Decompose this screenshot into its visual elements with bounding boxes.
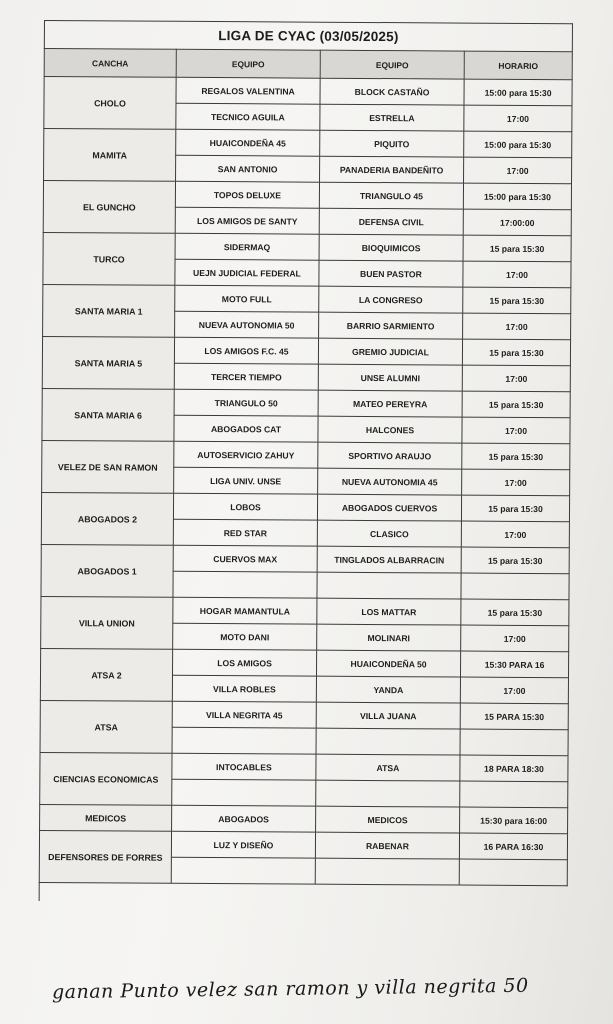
equipo-2-cell: PIQUITO (320, 130, 464, 157)
horario-cell: 17:00 (460, 677, 568, 704)
horario-cell: 15:00 para 15:30 (463, 183, 571, 210)
equipo-1-cell: HUAICONDEÑA 45 (176, 129, 320, 156)
equipo-2-cell (316, 728, 460, 755)
horario-cell: 15:30 PARA 16 (460, 651, 568, 678)
equipo-1-cell: VILLA ROBLES (172, 675, 316, 702)
horario-cell: 15 para 15:30 (461, 495, 569, 522)
equipo-1-cell: REGALOS VALENTINA (176, 77, 320, 104)
table-row (40, 804, 568, 833)
equipo-2-cell: HALCONES (318, 416, 462, 443)
equipo-2-cell: ATSA (316, 754, 460, 781)
horario-cell: 17:00:00 (463, 209, 571, 236)
equipo-1-cell: UEJN JUDICIAL FEDERAL (175, 259, 319, 286)
equipo-1-cell: INTOCABLES (172, 753, 316, 780)
equipo-1-cell: TERCER TIEMPO (174, 363, 318, 390)
equipo-2-cell: VILLA JUANA (316, 702, 460, 729)
horario-cell: 15 para 15:30 (462, 339, 570, 366)
horario-cell: 17:00 (461, 521, 569, 548)
cancha-cell: ATSA 2 (40, 648, 172, 701)
table-row (44, 129, 572, 158)
horario-cell: 17:00 (462, 365, 570, 392)
equipo-1-cell: RED STAR (173, 519, 317, 546)
table-row (42, 440, 570, 469)
equipo-2-cell: RABENAR (315, 832, 459, 859)
horario-cell (460, 781, 568, 808)
cancha-cell: SANTA MARIA 1 (43, 284, 175, 337)
equipo-2-cell: GREMIO JUDICIAL (318, 338, 462, 365)
equipo-1-cell: LOS AMIGOS DE SANTY (175, 207, 319, 234)
equipo-2-cell (315, 858, 459, 885)
equipo-1-cell: MOTO DANI (173, 623, 317, 650)
equipo-2-cell: MOLINARI (317, 624, 461, 651)
equipo-2-cell: MATEO PEREYRA (318, 390, 462, 417)
horario-cell: 17:00 (463, 261, 571, 288)
horario-cell: 15 para 15:30 (463, 235, 571, 262)
horario-cell: 15 para 15:30 (462, 443, 570, 470)
horario-cell: 18 PARA 18:30 (460, 755, 568, 782)
horario-cell: 15 para 15:30 (461, 547, 569, 574)
horario-cell: 17:00 (462, 469, 570, 496)
equipo-2-cell: CLASICO (317, 520, 461, 547)
equipo-1-cell (171, 857, 315, 884)
fixture-body (39, 77, 572, 886)
horario-cell: 17:00 (464, 157, 572, 184)
equipo-1-cell: TRIANGULO 50 (174, 389, 318, 416)
equipo-1-cell: SIDERMAQ (175, 233, 319, 260)
cancha-cell: VILLA UNION (41, 596, 173, 649)
equipo-1-cell: MOTO FULL (175, 285, 319, 312)
horario-cell: 17:00 (463, 313, 571, 340)
equipo-2-cell: MEDICOS (316, 806, 460, 833)
cancha-cell: SANTA MARIA 5 (42, 336, 174, 389)
cancha-cell: ATSA (40, 700, 172, 753)
table-row (41, 544, 569, 573)
table-header-row (44, 49, 572, 80)
equipo-2-cell: ABOGADOS CUERVOS (317, 494, 461, 521)
table-row (41, 648, 569, 677)
table-row (44, 77, 572, 106)
equipo-2-cell: YANDA (316, 676, 460, 703)
cancha-cell: CHOLO (44, 77, 176, 130)
cancha-cell: ABOGADOS 1 (41, 544, 173, 597)
header-equipo-2: EQUIPO (320, 50, 464, 79)
equipo-1-cell: TECNICO AGUILA (176, 103, 320, 130)
equipo-1-cell: ABOGADOS (172, 805, 316, 832)
horario-cell: 15 para 15:30 (462, 391, 570, 418)
horario-cell: 15:00 para 15:30 (464, 131, 572, 158)
equipo-1-cell: CUERVOS MAX (173, 545, 317, 572)
table-edge-line (39, 883, 40, 901)
horario-cell (459, 859, 567, 886)
horario-cell: 17:00 (462, 417, 570, 444)
header-equipo-1: EQUIPO (176, 49, 320, 78)
equipo-1-cell: LOS AMIGOS (172, 649, 316, 676)
cancha-cell: VELEZ DE SAN RAMON (42, 440, 174, 493)
cancha-cell: ABOGADOS 2 (41, 492, 173, 545)
table-row (42, 336, 570, 365)
equipo-2-cell (317, 572, 461, 599)
table-row (39, 830, 567, 859)
table-row (43, 284, 571, 313)
cancha-cell: MEDICOS (40, 804, 172, 831)
table-row (41, 492, 569, 521)
equipo-2-cell: LA CONGRESO (319, 286, 463, 313)
cancha-cell: SANTA MARIA 6 (42, 388, 174, 441)
horario-cell: 15:30 para 16:00 (460, 807, 568, 834)
table-row (42, 388, 570, 417)
horario-cell (460, 729, 568, 756)
equipo-1-cell: HOGAR MAMANTULA (173, 597, 317, 624)
equipo-2-cell: BARRIO SARMIENTO (319, 312, 463, 339)
equipo-2-cell: NUEVA AUTONOMIA 45 (318, 468, 462, 495)
equipo-2-cell: BLOCK CASTAÑO (320, 78, 464, 105)
horario-cell: 15 PARA 15:30 (460, 703, 568, 730)
horario-cell: 17:00 (464, 105, 572, 132)
equipo-1-cell: LUZ Y DISEÑO (171, 831, 315, 858)
equipo-1-cell: LOBOS (173, 493, 317, 520)
horario-cell: 15 para 15:30 (463, 287, 571, 314)
equipo-1-cell: AUTOSERVICIO ZAHUY (174, 441, 318, 468)
equipo-2-cell: TINGLADOS ALBARRACIN (317, 546, 461, 573)
table-row (41, 596, 569, 625)
equipo-1-cell (172, 727, 316, 754)
equipo-1-cell: TOPOS DELUXE (175, 181, 319, 208)
equipo-1-cell (172, 779, 316, 806)
fixture-table (39, 20, 573, 886)
equipo-1-cell (173, 571, 317, 598)
table-row (40, 700, 568, 729)
equipo-2-cell: SPORTIVO ARAUJO (318, 442, 462, 469)
equipo-2-cell (316, 780, 460, 807)
equipo-1-cell: VILLA NEGRITA 45 (172, 701, 316, 728)
horario-cell: 15 para 15:30 (461, 599, 569, 626)
cancha-cell: CIENCIAS ECONOMICAS (40, 752, 172, 805)
equipo-1-cell: LIGA UNIV. UNSE (174, 467, 318, 494)
equipo-2-cell: BUEN PASTOR (319, 260, 463, 287)
handwritten-note: ganan Punto velez san ramon y villa negrita 50 (51, 974, 529, 1004)
equipo-2-cell: BIOQUIMICOS (319, 234, 463, 261)
equipo-2-cell: PANADERIA BANDEÑITO (320, 156, 464, 183)
table-row (40, 752, 568, 781)
equipo-2-cell: UNSE ALUMNI (318, 364, 462, 391)
fixture-sheet (39, 20, 572, 904)
cancha-cell: MAMITA (44, 129, 176, 182)
page-title: LIGA DE CYAC (03/05/2025) (44, 21, 572, 52)
horario-cell (461, 573, 569, 600)
horario-cell: 16 PARA 16:30 (459, 833, 567, 860)
equipo-2-cell: HUAICONDEÑA 50 (316, 650, 460, 677)
equipo-2-cell: TRIANGULO 45 (319, 182, 463, 209)
table-row (43, 181, 571, 210)
horario-cell: 15:00 para 15:30 (464, 79, 572, 106)
cancha-cell: EL GUNCHO (43, 181, 175, 234)
header-cancha: CANCHA (44, 49, 176, 78)
cancha-cell: TURCO (43, 232, 175, 285)
table-row (43, 232, 571, 261)
equipo-2-cell: ESTRELLA (320, 104, 464, 131)
horario-cell: 17:00 (461, 625, 569, 652)
equipo-1-cell: NUEVA AUTONOMIA 50 (175, 311, 319, 338)
equipo-2-cell: DEFENSA CIVIL (319, 208, 463, 235)
cancha-cell: DEFENSORES DE FORRES (39, 830, 171, 883)
equipo-2-cell: LOS MATTAR (317, 598, 461, 625)
equipo-1-cell: SAN ANTONIO (176, 155, 320, 182)
equipo-1-cell: LOS AMIGOS F.C. 45 (174, 337, 318, 364)
equipo-1-cell: ABOGADOS CAT (174, 415, 318, 442)
header-horario: HORARIO (464, 51, 572, 80)
